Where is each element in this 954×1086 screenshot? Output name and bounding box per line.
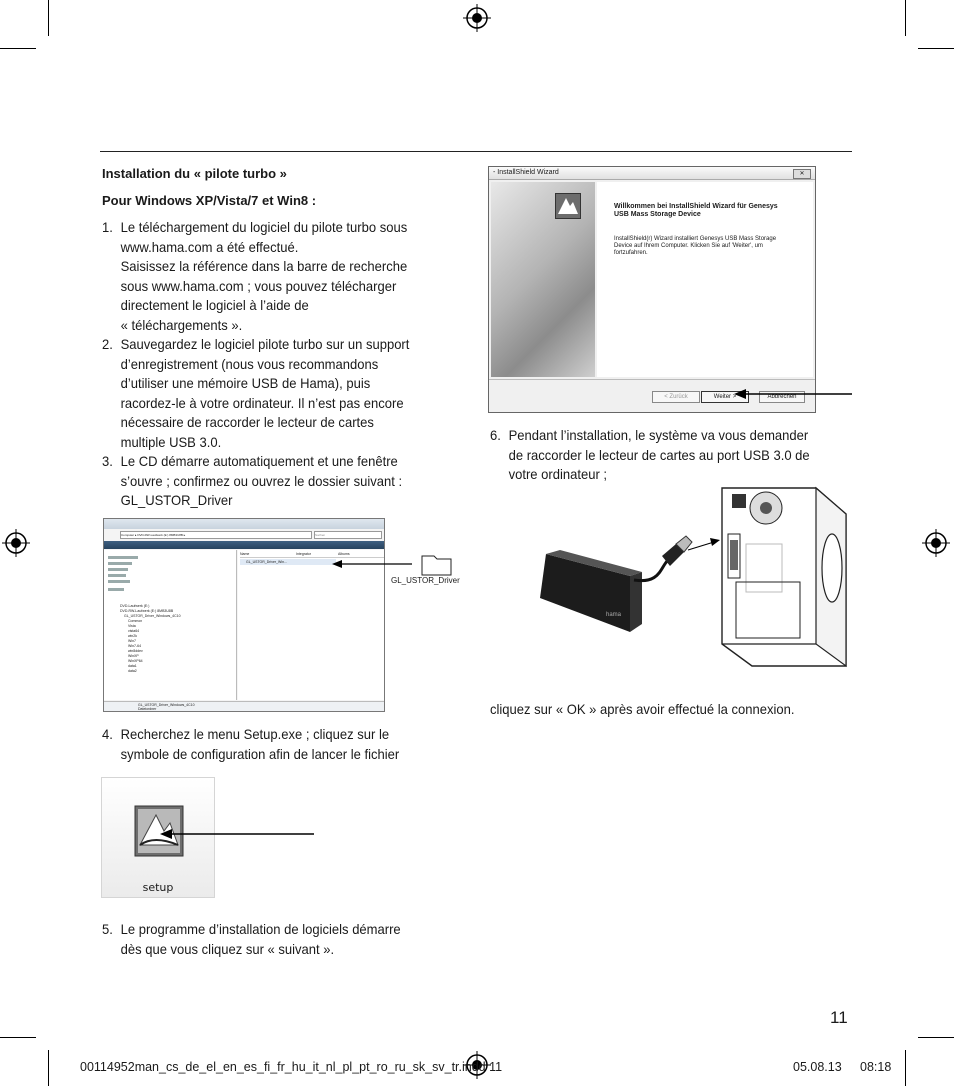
arrow-icon (160, 826, 316, 842)
step-text: Le programme d’installation de logiciels démarre dès que vous cliquez sur « suivant ». (120, 921, 401, 957)
explorer-tree-list (120, 604, 181, 674)
section-title: Installation du « pilote turbo » (102, 166, 287, 181)
next-button[interactable]: Weiter > (701, 391, 749, 403)
card-reader-brand: hama (606, 612, 622, 618)
step-number: 4. (102, 726, 113, 742)
step-number: 1. (102, 219, 113, 235)
folder-label: GL_USTOR_Driver (391, 576, 460, 585)
cancel-button[interactable]: Abbrechen (759, 391, 805, 403)
explorer-toolbar (104, 541, 384, 549)
step-number: 6. (490, 427, 501, 443)
crop-mark (48, 1050, 49, 1086)
explorer-tree-item[interactable]: Vista (128, 624, 136, 628)
registration-mark-icon (922, 529, 950, 557)
setup-label: setup (142, 881, 174, 894)
card-reader-connection-illustration (510, 484, 850, 670)
explorer-tree-item[interactable]: vista64 (128, 629, 140, 633)
explorer-tree-item[interactable]: DVD-RW-Laufwerk (E:) 8MB3U8B (120, 609, 174, 613)
explorer-tree-item[interactable]: Win7 (128, 639, 136, 643)
crop-mark (918, 48, 954, 49)
step-3 (102, 452, 448, 511)
wizard-text: InstallShield(r) Wizard installiert Genesys USB Mass Storage Device auf Ihrem Computer. Klicken Sie auf 'Weiter', um fortzufahren. (614, 236, 777, 256)
explorer-tree-item[interactable]: win8ddev (128, 649, 143, 653)
wizard-heading: Willkommen bei InstallShield Wizard für Genesys USB Mass Storage Device (614, 203, 778, 218)
registration-mark-icon (463, 4, 491, 32)
crop-mark (0, 48, 36, 49)
footer-date: 05.08.13 (793, 1060, 842, 1074)
explorer-search: Suchen (314, 531, 382, 539)
explorer-file-list: Name Integrator Albums GL_USTOR_Driver_Win... (238, 550, 384, 700)
installshield-logo-icon (555, 193, 581, 219)
step-5 (102, 920, 448, 959)
crop-mark (0, 1037, 36, 1038)
page-number: 11 (830, 1008, 848, 1027)
explorer-tree-item[interactable]: data2 (128, 669, 137, 673)
back-button[interactable]: < Zurück (652, 391, 700, 403)
step-2 (102, 335, 448, 452)
step-text: Sauvegardez le logiciel pilote turbo sur un support d’enregistrement (nous vous recommandons d’utiliser une mémoire USB de Hama), puis racordez-le à votre ordinateur. Il n’est pas encore nécessaire de raccorder le lecteur de cartes multiple USB 3.0. (120, 336, 410, 450)
card-reader-icon (540, 536, 692, 632)
explorer-tree-item[interactable]: WinXP64 (128, 659, 143, 663)
step-1 (102, 218, 448, 335)
explorer-tree-item[interactable]: DVD-Laufwerk (E:) (120, 604, 150, 608)
explorer-tree-item[interactable]: win2k (128, 634, 137, 638)
computer-tower-icon (722, 488, 846, 666)
step-number: 5. (102, 921, 113, 937)
step-number: 3. (102, 453, 113, 469)
step-number: 2. (102, 336, 113, 352)
crop-mark (905, 1050, 906, 1086)
footer-time: 08:18 (860, 1060, 892, 1074)
step-text: Le téléchargement du logiciel du pilote turbo sous www.hama.com a été effectué. Saisissez la référence dans la barre de recherche sous www.hama.com ; vous pouvez télécharger directement le logiciel à l’aide de « téléchargements ». (120, 219, 408, 333)
step-4 (102, 725, 448, 764)
explorer-tree-item[interactable]: Common (128, 619, 143, 623)
step-text: Recherchez le menu Setup.exe ; cliquez sur le symbole de configuration afin de lancer le fichier (120, 726, 400, 762)
step-6 (490, 426, 836, 485)
footer-file-slug: 00114952man_cs_de_el_en_es_fi_fr_hu_it_nl_pl_pt_ro_ru_sk_sv_tr.indd 11 (80, 1060, 503, 1074)
section-subtitle: Pour Windows XP/Vista/7 et Win8 : (102, 193, 317, 208)
registration-mark-icon (2, 529, 30, 557)
explorer-tree-item[interactable]: Win7-64 (128, 644, 142, 648)
explorer-status: GL_USTOR_Driver_Windows_4C10 Dateiordner (104, 701, 384, 712)
explorer-titlebar (104, 519, 384, 529)
top-rule (100, 151, 852, 152)
crop-mark (918, 1037, 954, 1038)
step-text: Le CD démarre automatiquement et une fenêtre s’ouvre ; confirmez ou ouvrez le dossier suivant : GL_USTOR_Driver (120, 453, 403, 508)
explorer-tree-item[interactable]: data1 (128, 664, 137, 668)
explorer-screenshot (103, 518, 385, 712)
crop-mark (905, 0, 906, 36)
explorer-file-row: GL_USTOR_Driver_Win... (240, 559, 336, 565)
step-text: Pendant l’installation, le système va vous demander de raccorder le lecteur de cartes au port USB 3.0 de votre ordinateur ; (508, 427, 810, 482)
arrow-icon (734, 387, 854, 401)
crop-mark (48, 0, 49, 36)
wizard-titlebar: - InstallShield Wizard (489, 167, 815, 180)
after-connect-text: cliquez sur « OK » après avoir effectué la connexion. (490, 701, 795, 717)
explorer-tree-item[interactable]: WinXP (128, 654, 139, 658)
wizard-close-icon[interactable]: ✕ (793, 169, 811, 179)
explorer-address-bar: Computer ▸ DVD-RW-Laufwerk (E:) 8MB3U8B ▸ (120, 531, 312, 539)
installshield-wizard (488, 166, 816, 413)
explorer-tree-item[interactable]: GL_USTOR_Driver_Windows_4C10 (124, 614, 181, 618)
explorer-tree (104, 550, 237, 700)
